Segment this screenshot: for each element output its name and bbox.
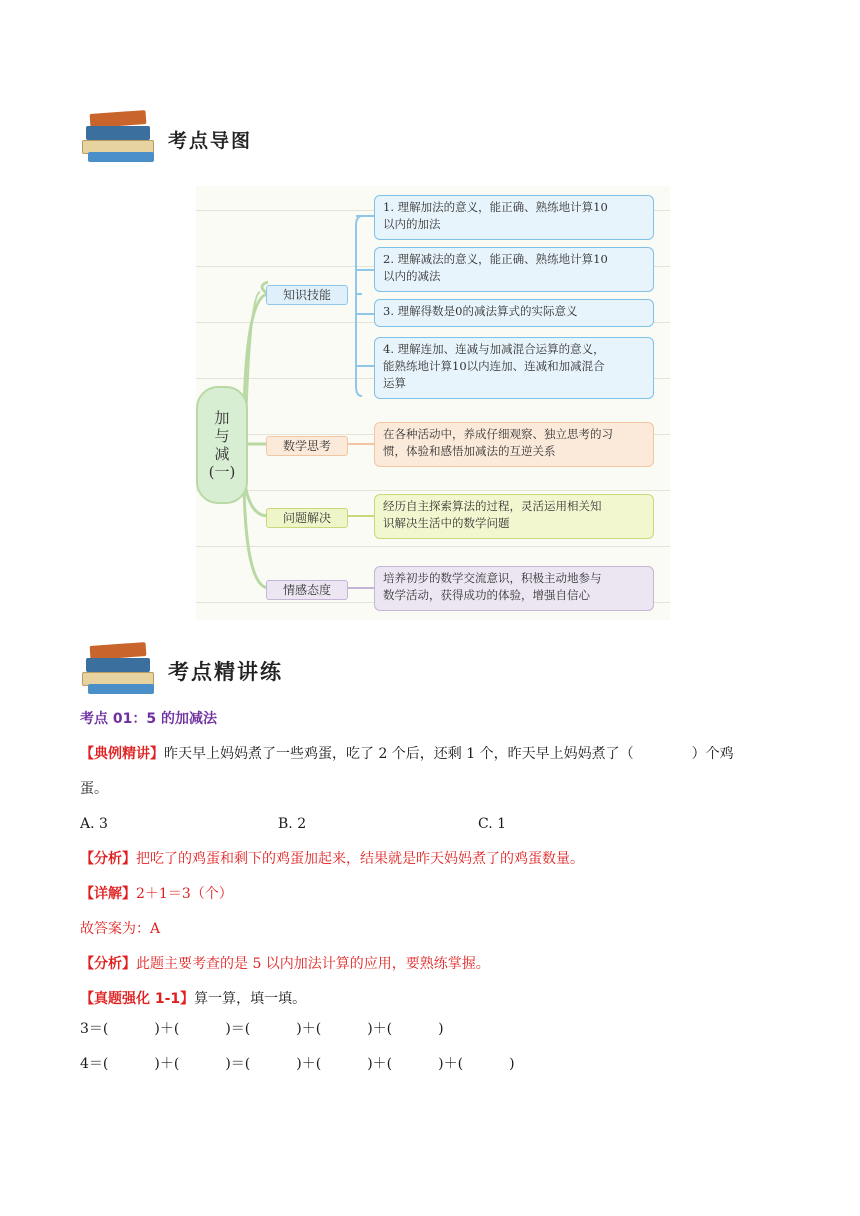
mind-map (196, 186, 670, 620)
option-a: A. 3 (80, 816, 108, 832)
section-heading-practice (80, 642, 283, 700)
books-icon (80, 110, 160, 168)
analysis-2: 【分析】此题主要考查的是 5 以内加法计算的应用，要熟练掌握。 (80, 956, 490, 972)
category-emotion: 情感态度 (266, 580, 348, 600)
knowledge-item-2: 2. 理解减法的意义，能正确、熟练地计算10 以内的减法 (374, 247, 654, 292)
example-question: 【典例精讲】昨天早上妈妈煮了一些鸡蛋，吃了 2 个后，还剩 1 个，昨天早上妈妈煮了（ ）个鸡 (80, 746, 734, 762)
knowledge-item-1: 1. 理解加法的意义，能正确、熟练地计算10 以内的加法 (374, 195, 654, 240)
practice-question: 【真题强化 1-1】算一算，填一填。 (80, 991, 307, 1007)
option-c: C. 1 (478, 816, 507, 832)
mindmap-root: 加 与 减 (一) (196, 386, 248, 504)
category-problem: 问题解决 (266, 508, 348, 528)
equation-1: 3＝( )＋( )＝( )＋( )＋( ) (80, 1021, 444, 1037)
category-knowledge: 知识技能 (266, 285, 348, 305)
knowledge-item-4: 4. 理解连加、连减与加减混合运算的意义， 能熟练地计算10以内连加、连减和加减混合 运算 (374, 337, 654, 399)
section-heading-mindmap (80, 110, 252, 168)
example-question-cont: 蛋。 (80, 781, 108, 797)
knowledge-item-3: 3. 理解得数是0的减法算式的实际意义 (374, 299, 654, 327)
category-thinking: 数学思考 (266, 436, 348, 456)
books-icon (80, 642, 160, 700)
answer: 故答案为：A (80, 921, 161, 937)
option-b: B. 2 (278, 816, 307, 832)
section-title: 考点精讲练 (168, 660, 283, 684)
analysis-1: 【分析】把吃了的鸡蛋和剩下的鸡蛋加起来，结果就是昨天妈妈煮了的鸡蛋数量。 (80, 851, 584, 867)
emotion-text: 培养初步的数学交流意识，积极主动地参与 数学活动，获得成功的体验，增强自信心 (374, 566, 654, 611)
thinking-text: 在各种活动中，养成仔细观察、独立思考的习 惯，体验和感悟加减法的互逆关系 (374, 422, 654, 467)
detail: 【详解】2＋1＝3（个） (80, 886, 233, 902)
equation-2: 4＝( )＋( )＝( )＋( )＋( )＋( ) (80, 1056, 515, 1072)
problem-text: 经历自主探索算法的过程，灵活运用相关知 识解决生活中的数学问题 (374, 494, 654, 539)
options (80, 814, 506, 834)
section-title: 考点导图 (168, 129, 253, 152)
knowledge-point-title: 考点 01：5 的加减法 (80, 711, 217, 727)
